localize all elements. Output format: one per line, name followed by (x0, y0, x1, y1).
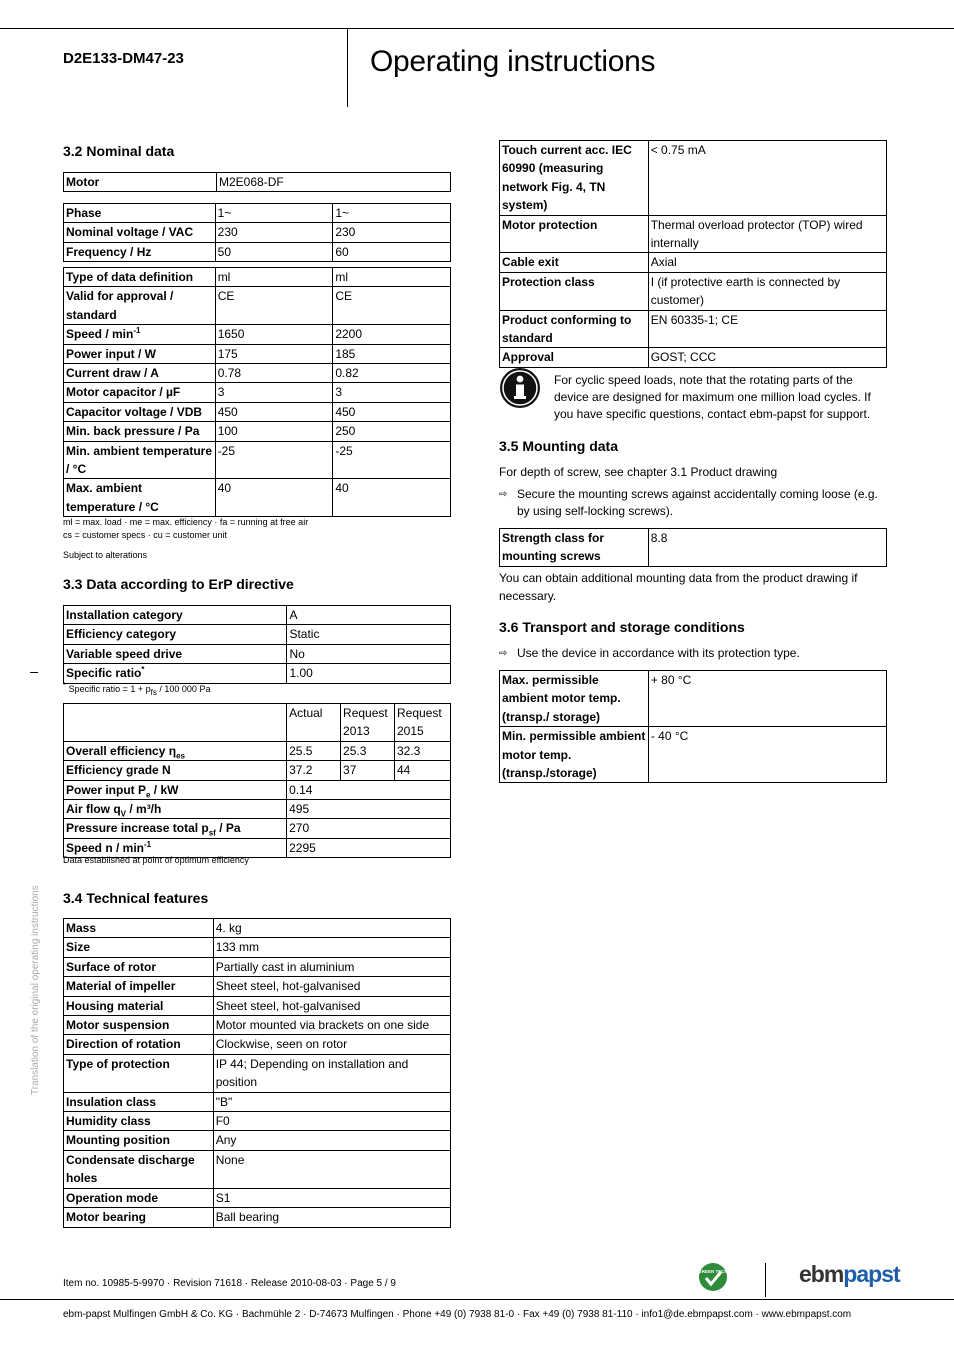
mounting-after-text: You can obtain additional mounting data from the product drawing if necessary. (499, 571, 858, 603)
table-row (500, 272, 887, 310)
label-tail: / kW (150, 782, 179, 797)
column-header: Actual (287, 704, 341, 742)
table-row (64, 173, 451, 192)
technical-features-table (63, 918, 451, 1228)
row-label: Material of impeller (64, 977, 214, 996)
row-value: 1~ (215, 204, 333, 223)
row-value: 175 (215, 344, 333, 363)
label-text: Pressure increase total p (66, 821, 209, 836)
row-value: 25.3 (341, 741, 395, 760)
row-label (64, 819, 287, 838)
row-label: Max. permissible ambient motor temp. (transp./ storage) (500, 671, 649, 727)
row-label: Touch current acc. IEC 60990 (measuring network Fig. 4, TN system) (500, 141, 649, 216)
table-row (64, 938, 451, 957)
row-label: Motor capacitor / µF (64, 383, 216, 402)
row-value: 230 (215, 223, 333, 242)
row-label: Min. permissible ambient motor temp. (transp./storage) (500, 727, 649, 783)
row-value: 37.2 (287, 761, 341, 780)
row-value: Static (287, 625, 451, 644)
table-row (64, 287, 451, 325)
table-row (500, 727, 887, 783)
row-value: S1 (213, 1188, 450, 1207)
row-label: Housing material (64, 996, 214, 1015)
row-value: 60 (333, 242, 451, 261)
info-text: For cyclic speed loads, note that the rotating parts of the device are designed for maximum one million load cycles. If you have specific questions, contact ebm-papst for support. (554, 373, 871, 421)
mounting-paragraph: For depth of screw, see chapter 3.1 Product drawing (499, 465, 778, 479)
row-label (64, 780, 287, 799)
row-label: Installation category (64, 606, 287, 625)
row-value: IP 44; Depending on installation and position (213, 1054, 450, 1092)
label-sub: es (176, 751, 185, 761)
unit-exponent: -1 (133, 326, 141, 336)
table-row (64, 919, 451, 938)
table-row (64, 364, 451, 383)
label-sub: V (120, 809, 127, 819)
mounting-table (499, 528, 887, 567)
table-row (64, 780, 451, 799)
table-row (64, 242, 451, 261)
label-text: Speed / min (66, 327, 134, 342)
transport-table (499, 670, 887, 783)
ebmpapst-logo (799, 1261, 900, 1288)
row-label: Capacitor voltage / VDB (64, 402, 216, 421)
table-row (500, 310, 887, 348)
label-tail: / Pa (215, 821, 241, 836)
row-label: Strength class for mounting screws (500, 529, 649, 567)
row-label: Insulation class (64, 1092, 214, 1111)
specific-ratio-note (63, 683, 210, 696)
efficiency-note: Data established at point of optimum efficiency (63, 855, 249, 865)
erp-table (63, 605, 451, 684)
row-label: Motor protection (500, 215, 649, 253)
row-label: Max. ambient temperature / °C (64, 479, 216, 517)
row-value: 250 (333, 422, 451, 441)
footer-item-info: Item no. 10985-5-9970 · Revision 71618 · Release 2010-08-03 · Page 5 / 9 (63, 1278, 396, 1289)
row-label: Type of data definition (64, 268, 216, 287)
table-row (64, 383, 451, 402)
label-text: Overall efficiency η (66, 743, 177, 758)
label-text: Power input P (66, 782, 147, 797)
row-label: Surface of rotor (64, 957, 214, 976)
arrow-icon: ⇨ (499, 648, 508, 659)
row-value: None (213, 1150, 450, 1188)
table-row (64, 441, 451, 479)
table-row (64, 704, 451, 742)
section-heading-technical-features: 3.4 Technical features (63, 890, 209, 906)
row-label: Motor bearing (64, 1208, 214, 1227)
row-value: 32.3 (395, 741, 451, 760)
table-row (64, 977, 451, 996)
row-label: Condensate discharge holes (64, 1150, 214, 1188)
transport-bullet (499, 645, 887, 662)
footer-address: ebm-papst Mulfingen GmbH & Co. KG · Bachmühle 2 · D-74673 Mulfingen · Phone +49 (0) 7938 81-0 · Fax +49 (0) 7938 81-110 · info1@de.ebmpapst.com · www.ebmpapst.com (63, 1309, 852, 1320)
row-value: Clockwise, seen on rotor (213, 1035, 450, 1054)
row-value: 230 (333, 223, 451, 242)
row-label: Direction of rotation (64, 1035, 214, 1054)
section-heading-transport: 3.6 Transport and storage conditions (499, 619, 745, 635)
row-label: Mounting position (64, 1131, 214, 1150)
table-row (64, 1092, 451, 1111)
footer-rule (0, 1299, 954, 1300)
row-label: Cable exit (500, 253, 649, 272)
note-text: Specific ratio = 1 + p (66, 684, 151, 694)
row-label: Min. ambient temperature / °C (64, 441, 216, 479)
footer-divider (765, 1263, 766, 1297)
badge-text: GREEN TECH (698, 1269, 728, 1274)
electrical-features-table (499, 140, 887, 368)
row-value: F0 (213, 1112, 450, 1131)
row-value: 495 (287, 800, 451, 819)
row-value: 185 (333, 344, 451, 363)
nominal-data-table (63, 267, 451, 517)
table-row (64, 800, 451, 819)
table-row (64, 1131, 451, 1150)
row-value: 50 (215, 242, 333, 261)
page-title: Operating instructions (370, 45, 656, 78)
row-value: -25 (333, 441, 451, 479)
row-label: Operation mode (64, 1188, 214, 1207)
table-row (500, 253, 887, 272)
table-row (64, 664, 451, 683)
table-row (64, 957, 451, 976)
sidebar-translation-note: Translation of the original operating instructions (30, 885, 41, 1095)
row-value: -25 (215, 441, 333, 479)
table-row (64, 325, 451, 344)
row-value: EN 60335-1; CE (648, 310, 886, 348)
row-label: Power input / W (64, 344, 216, 363)
row-value: Axial (648, 253, 886, 272)
note-text: / 100 000 Pa (156, 684, 211, 694)
empty-header-cell (64, 704, 287, 742)
row-label (64, 800, 287, 819)
row-value: 0.82 (333, 364, 451, 383)
table-row (64, 268, 451, 287)
row-value: CE (215, 287, 333, 325)
table-row (64, 479, 451, 517)
row-value: 100 (215, 422, 333, 441)
column-header: Request 2013 (341, 704, 395, 742)
row-value: I (if protective earth is connected by customer) (648, 272, 886, 310)
footnote-marker: * (141, 665, 145, 675)
row-value: 2200 (333, 325, 451, 344)
table-row (64, 1016, 451, 1035)
row-value: No (287, 644, 451, 663)
label-sub: e (146, 790, 151, 800)
row-label: Humidity class (64, 1112, 214, 1131)
table-row (64, 1150, 451, 1188)
row-value: 8.8 (648, 529, 886, 567)
label-tail: / m³/h (126, 802, 162, 817)
table-row (64, 625, 451, 644)
row-value: 44 (395, 761, 451, 780)
row-label: Variable speed drive (64, 644, 287, 663)
row-label: Type of protection (64, 1054, 214, 1092)
row-label: Frequency / Hz (64, 242, 216, 261)
row-value: 1~ (333, 204, 451, 223)
row-value: Partially cast in aluminium (213, 957, 450, 976)
info-icon (499, 367, 543, 409)
label-text: Speed n / min (66, 840, 145, 855)
table-row (500, 215, 887, 253)
footnote-marker: * (63, 681, 67, 690)
row-label: Nominal voltage / VAC (64, 223, 216, 242)
row-value: M2E068-DF (217, 173, 451, 192)
note-sub: fs (150, 687, 157, 697)
row-label (64, 741, 287, 760)
row-value: 0.78 (215, 364, 333, 383)
row-value: 2295 (287, 838, 451, 857)
row-value: CE (333, 287, 451, 325)
green-tech-badge (698, 1262, 728, 1292)
header-divider (347, 28, 348, 107)
row-value: Ball bearing (213, 1208, 450, 1227)
row-label (64, 761, 287, 780)
label-text: Air flow q (66, 802, 121, 817)
header-rule (0, 28, 954, 29)
row-label: Motor suspension (64, 1016, 214, 1035)
section-heading-erp: 3.3 Data according to ErP directive (63, 576, 294, 592)
row-value: A (287, 606, 451, 625)
table-row (64, 1188, 451, 1207)
row-label: Min. back pressure / Pa (64, 422, 216, 441)
nominal-basic-table (63, 203, 451, 262)
row-value: + 80 °C (648, 671, 886, 727)
row-label (64, 325, 216, 344)
abbreviation-note-2: cs = customer specs · cu = customer unit (63, 530, 228, 540)
table-row (64, 741, 451, 760)
mounting-bullet (499, 486, 887, 520)
table-row (500, 348, 887, 367)
row-value: 133 mm (213, 938, 450, 957)
table-row (64, 996, 451, 1015)
section-heading-mounting: 3.5 Mounting data (499, 438, 618, 454)
logo-part-ebm: ebm (799, 1261, 844, 1287)
table-row (500, 671, 887, 727)
table-row (64, 819, 451, 838)
column-header: Request 2015 (395, 704, 451, 742)
row-value: 1.00 (287, 664, 451, 683)
row-value: Motor mounted via brackets on one side (213, 1016, 450, 1035)
row-value: Sheet steel, hot-galvanised (213, 977, 450, 996)
row-value: 450 (333, 402, 451, 421)
document-id: D2E133-DM47-23 (63, 50, 184, 67)
row-value: 270 (287, 819, 451, 838)
alterations-note: Subject to alterations (63, 550, 148, 560)
row-value: 40 (215, 479, 333, 517)
table-row (64, 223, 451, 242)
row-value: 1650 (215, 325, 333, 344)
table-row (64, 344, 451, 363)
row-value: Any (213, 1131, 450, 1150)
table-row (64, 606, 451, 625)
row-value: 3 (215, 383, 333, 402)
row-value: 3 (333, 383, 451, 402)
row-label: Product conforming to standard (500, 310, 649, 348)
logo-part-papst: papst (843, 1261, 900, 1287)
unit-exponent: -1 (144, 839, 152, 849)
row-value: "B" (213, 1092, 450, 1111)
row-value: GOST; CCC (648, 348, 886, 367)
row-label: Current draw / A (64, 364, 216, 383)
row-label: Mass (64, 919, 214, 938)
arrow-icon: ⇨ (499, 489, 508, 500)
row-label: Size (64, 938, 214, 957)
row-value: 4. kg (213, 919, 450, 938)
row-value: 25.5 (287, 741, 341, 760)
bullet-text: Secure the mounting screws against accidentally coming loose (e.g. by using self-locking screws). (517, 487, 878, 518)
margin-tick (30, 672, 38, 673)
label-text: Efficiency grade N (66, 763, 171, 778)
table-row (500, 529, 887, 567)
row-label: Efficiency category (64, 625, 287, 644)
row-value: ml (333, 268, 451, 287)
table-row (64, 644, 451, 663)
row-label (64, 664, 287, 683)
label-text: Specific ratio (66, 666, 142, 681)
table-row (64, 402, 451, 421)
row-value: 450 (215, 402, 333, 421)
table-row (64, 1035, 451, 1054)
row-value: < 0.75 mA (648, 141, 886, 216)
row-label: Valid for approval / standard (64, 287, 216, 325)
table-row (64, 1054, 451, 1092)
section-heading-nominal-data: 3.2 Nominal data (63, 143, 175, 159)
row-label: Protection class (500, 272, 649, 310)
row-value: Thermal overload protector (TOP) wired internally (648, 215, 886, 253)
row-value: 37 (341, 761, 395, 780)
abbreviation-note-1: ml = max. load · me = max. efficiency · fa = running at free air (63, 517, 309, 527)
table-row (500, 141, 887, 216)
row-label: Approval (500, 348, 649, 367)
table-row (64, 1112, 451, 1131)
table-row (64, 204, 451, 223)
efficiency-table (63, 703, 451, 858)
table-row (64, 422, 451, 441)
row-value: - 40 °C (648, 727, 886, 783)
bullet-text: Use the device in accordance with its protection type. (517, 646, 800, 660)
row-label: Motor (64, 173, 217, 192)
motor-table (63, 172, 451, 192)
row-value: 0.14 (287, 780, 451, 799)
table-row (64, 1208, 451, 1227)
row-label: Phase (64, 204, 216, 223)
table-row (64, 761, 451, 780)
label-sub: sf (208, 828, 216, 838)
row-value: ml (215, 268, 333, 287)
row-value: Sheet steel, hot-galvanised (213, 996, 450, 1015)
row-value: 40 (333, 479, 451, 517)
